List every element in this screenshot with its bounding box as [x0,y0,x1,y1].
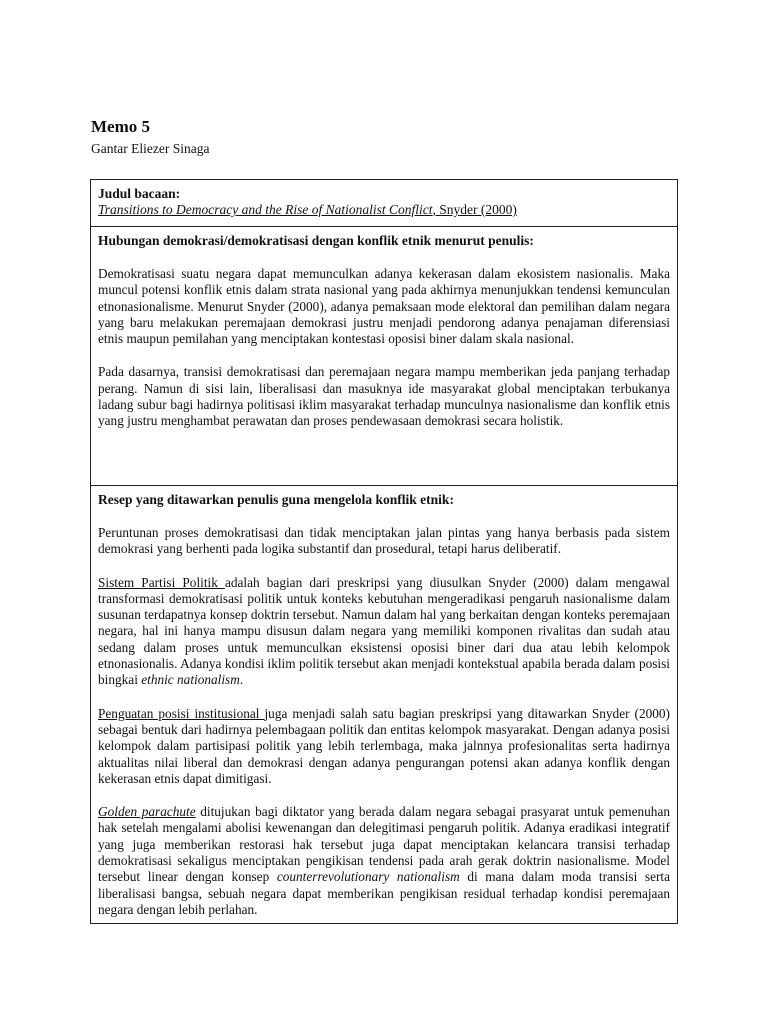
term-sistem-partisi-politik: Sistem Partisi Politik [98,574,225,590]
reading-reference [98,202,670,218]
recipe-paragraph-2: Sistem Partisi Politik adalah bagian dari preskripsi yang diusulkan Snyder (2000) dalam mengawal transformasi demokratisasi politik untuk konteks kebutuhan mengeradikasi pengaruh nasionalisme dalam susunan terdapatnya konsep doktrin tersebut. Namun dalam hal yang berkaitan dengan konteks peremajaan negara, hal ini hanya mampu disusun dalam negara yang memiliki komponen rivalitas dan sudah atau sedang dalam proses untuk memunculkan eksistensi oposisi biner dari dua atau lebih kelompok etnonasionalis. Adanya kondisi iklim politik tersebut akan menjadi kontekstual apabila berada dalam posisi bingkai ethnic nationalism. [98,574,670,688]
author-name: Gantar Eliezer Sinaga [91,141,210,156]
recipe-heading: Resep yang ditawarkan penulis guna mengelola konflik etnik: [98,492,454,507]
reading-label: Judul bacaan: [98,186,181,201]
relation-paragraph-2: Pada dasarnya, transisi demokratisasi dan peremajaan negara mampu memberikan jeda panjang terhadap perang. Namun di sisi lain, liberalisasi dan masuknya ide masyarakat global menciptakan terbukanya ladang subur bagi hadirnya politisasi iklim masyarakat terhadap munculnya nasionalisme dan konflik etnis yang justru menghambat perawatan dan proses pendewasaan demokrasi secara holistik. [98,364,670,429]
reading-work-title: Transitions to Democracy and the Rise of Nationalist Conflict [98,202,433,217]
memo-title: Memo 5 [91,117,151,136]
recipe-section [91,486,677,918]
relation-heading: Hubungan demokrasi/demokratisasi dengan konflik etnik menurut penulis: [98,233,534,248]
recipe-paragraph-1: Peruntunan proses demokratisasi dan tidak menciptakan jalan pintas yang hanya berbasis pada sistem demokrasi yang berhenti pada logika substantif dan prosedural, tetapi harus deliberatif. [98,525,670,557]
term-counterrevolutionary-nationalism: counterrevolutionary nationalism [276,869,460,885]
reading-citation: , Snyder (2000) [432,202,517,217]
recipe-paragraph-3: Penguatan posisi institusional juga menjadi salah satu bagian preskripsi yang ditawarkan Snyder (2000) sebagai bentuk dari hadirnya pelembagaan politik dan entitas kelompok masyarakat. Dengan adanya posisi kelompok dalam partisipasi politik yang lebih terlembaga, maka jalnnya profesionalitas serta hadirnya aktualitas nilai liberal dan demokrasi dengan adanya pengurangan potensi akan adanya konflik dengan kekerasan etnis dapat dimitigasi. [98,705,670,786]
relation-section [91,227,677,486]
term-ethnic-nationalism: ethnic nationalism [141,672,240,688]
reading-section [91,180,677,227]
term-golden-parachute: Golden parachute [98,804,196,820]
relation-paragraph-1: Demokratisasi suatu negara dapat memunculkan adanya kekerasan dalam ekosistem nasionalis. Maka muncul potensi konflik etnis dalam strata nasional yang pada akhirnya menunjukkan tendensi kemunculan etnonasionalisme. Menurut Snyder (2000), adanya pemaksaan mode elektoral dan pemilihan dalam negara yang baru melakukan peremajaan demokrasi justru menjadi pendorong adanya penajaman diferensiasi etnis maupun pemilahan yang menciptakan kontestasi oposisi biner dalam skala nasional. [98,266,670,347]
recipe-paragraph-4: Golden parachute ditujukan bagi diktator yang berada dalam negara sebagai prasyarat untuk pemenuhan hak setelah mengalami abolisi kewenangan dan delegitimasi pengaruh politik. Adanya eradikasi integratif yang juga memberikan restorasi hak tersebut juga dapat menciptakan kelancara transisi terhadap demokratisasi sekaligus menciptakan pengikisan tendensi pada arah gerak doktrin nasionalisme. Model tersebut linear dengan konsep counterrevolutionary nationalism di mana dalam moda transisi serta liberalisasi bangsa, sebuah negara dapat memberikan pengikisan residual terhadap kondisi peremajaan negara dengan lebih perlahan. [98,804,671,917]
term-penguatan-posisi-institusional: Penguatan posisi institusional [98,705,265,721]
memo-table [90,179,678,924]
